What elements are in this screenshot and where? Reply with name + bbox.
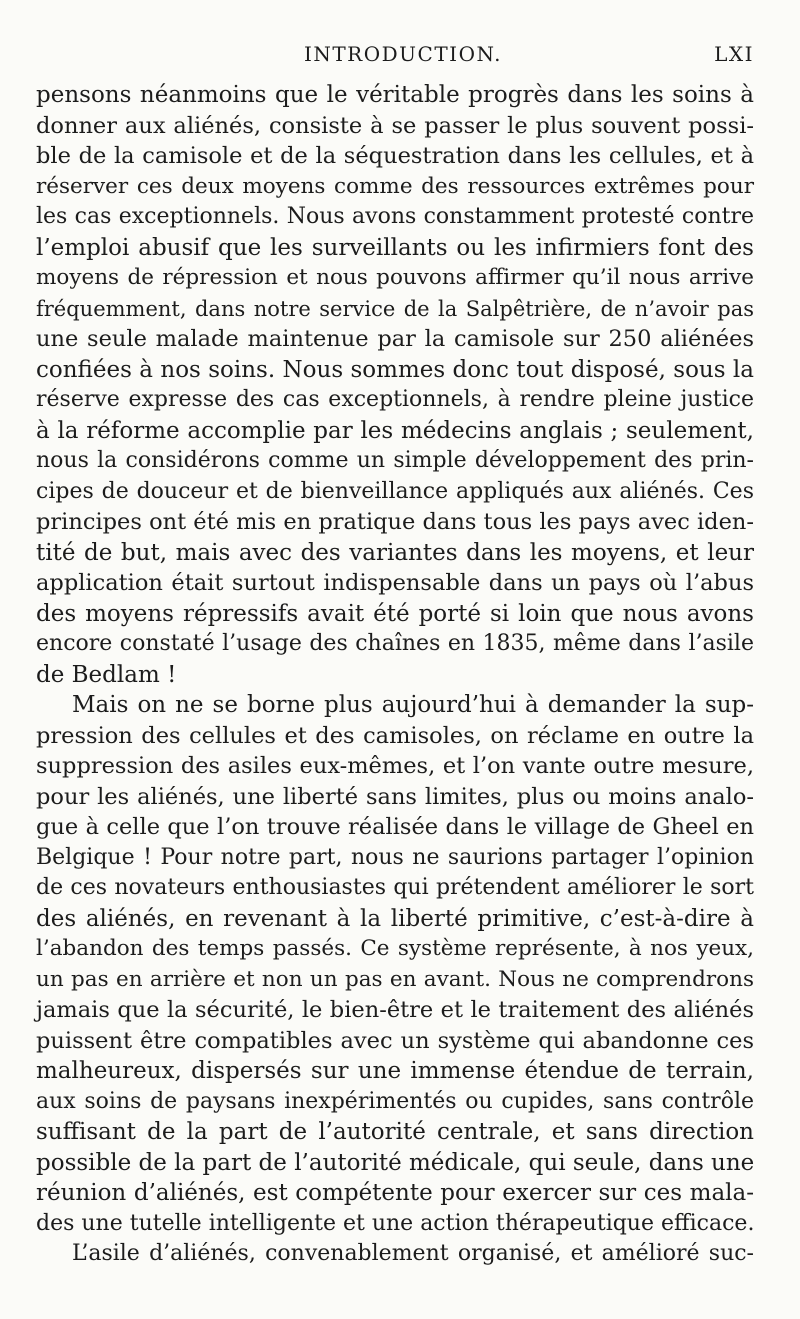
paragraph — [36, 690, 754, 1239]
text-line: des une tutelle intelligente et une action thérapeutique efficace. — [36, 1210, 755, 1236]
text-line: aux soins de paysans inexpérimentés ou cupides, sans contrôle — [36, 1088, 754, 1114]
text-line: cipes de douceur et de bienveillance appliqués aux aliénés. Ces — [36, 478, 754, 504]
text-line: moyens de répression et nous pouvons affirmer qu’il nous arrive — [36, 265, 754, 290]
body-text — [36, 80, 754, 1270]
text-line: une seule malade maintenue par la camisole sur 250 aliénées — [36, 326, 754, 352]
text-line: réserve expresse des cas exceptionnels, à rendre pleine justice — [36, 387, 754, 412]
text-line: L’asile d’aliénés, convenablement organisé, et amélioré suc- — [72, 1241, 754, 1266]
text-line: gue à celle que l’on trouve réalisée dans le village de Gheel en — [36, 814, 754, 840]
paragraph — [36, 1239, 754, 1270]
text-line: tité de but, mais avec des variantes dans les moyens, et leur — [36, 539, 754, 566]
text-line: donner aux aliénés, consiste à se passer le plus souvent possi- — [36, 112, 754, 139]
text-line: des aliénés, en revenant à la liberté primitive, c’est-à-dire à — [36, 905, 754, 932]
text-line: Mais on ne se borne plus aujourd’hui à demander la sup- — [72, 692, 754, 718]
text-line: pensons néanmoins que le véritable progrès dans les soins à — [36, 82, 754, 108]
text-line: ble de la camisole et de la séquestration dans les cellules, et à — [36, 143, 754, 169]
text-line: suppression des asiles eux-mêmes, et l’on vante outre mesure, — [36, 753, 754, 779]
text-line: pression des cellules et des camisoles, on réclame en outre la — [36, 722, 754, 749]
text-line: de Bedlam ! — [36, 661, 177, 688]
text-line: principes ont été mis en pratique dans tous les pays avec iden- — [36, 509, 754, 535]
text-line: application était surtout indispensable dans un pays où l’abus — [36, 570, 754, 596]
paragraph — [36, 80, 754, 690]
text-line: malheureux, dispersés sur une immense étendue de terrain, — [36, 1058, 754, 1084]
text-line: à la réforme accomplie par les médecins anglais ; seulement, — [36, 417, 754, 444]
text-line: fréquemment, dans notre service de la Salpêtrière, de n’avoir pas — [36, 296, 754, 321]
running-head: INTRODUCTION. — [303, 42, 503, 66]
text-line: nous la considérons comme un simple développement des prin- — [36, 448, 754, 473]
text-line: Belgique ! Pour notre part, nous ne saurions partager l’opinion — [36, 844, 754, 870]
text-line: les cas exceptionnels. Nous avons constamment protesté contre — [36, 204, 754, 229]
text-line: réserver ces deux moyens comme des ressources extrêmes pour — [36, 173, 754, 199]
page-number: LXI — [714, 42, 754, 66]
text-line: suffisant de la part de l’autorité centrale, et sans direction — [36, 1119, 754, 1145]
text-line: pour les aliénés, une liberté sans limites, plus ou moins analo- — [36, 783, 754, 810]
text-line: jamais que la sécurité, le bien-être et le traitement des aliénés — [36, 997, 754, 1023]
text-line: de ces novateurs enthousiastes qui prétendent améliorer le sort — [36, 875, 754, 900]
text-line: des moyens répressifs avait été porté si loin que nous avons — [36, 600, 754, 627]
text-line: l’emploi abusif que les surveillants ou les infirmiers font des — [36, 234, 754, 261]
text-line: l’abandon des temps passés. Ce système représente, à nos yeux, — [36, 936, 754, 961]
text-line: possible de la part de l’autorité médicale, qui seule, dans une — [36, 1149, 755, 1176]
text-line: encore constaté l’usage des chaînes en 1835, même dans l’asile — [36, 631, 754, 656]
text-line: confiées à nos soins. Nous sommes donc tout disposé, sous la — [36, 356, 754, 383]
text-line: puissent être compatibles avec un système qui abandonne ces — [36, 1027, 754, 1054]
text-line: un pas en arrière et non un pas en avant. Nous ne comprendrons — [36, 966, 754, 992]
page-header — [36, 42, 754, 72]
text-line: réunion d’aliénés, est compétente pour exercer sur ces mala- — [36, 1180, 754, 1206]
